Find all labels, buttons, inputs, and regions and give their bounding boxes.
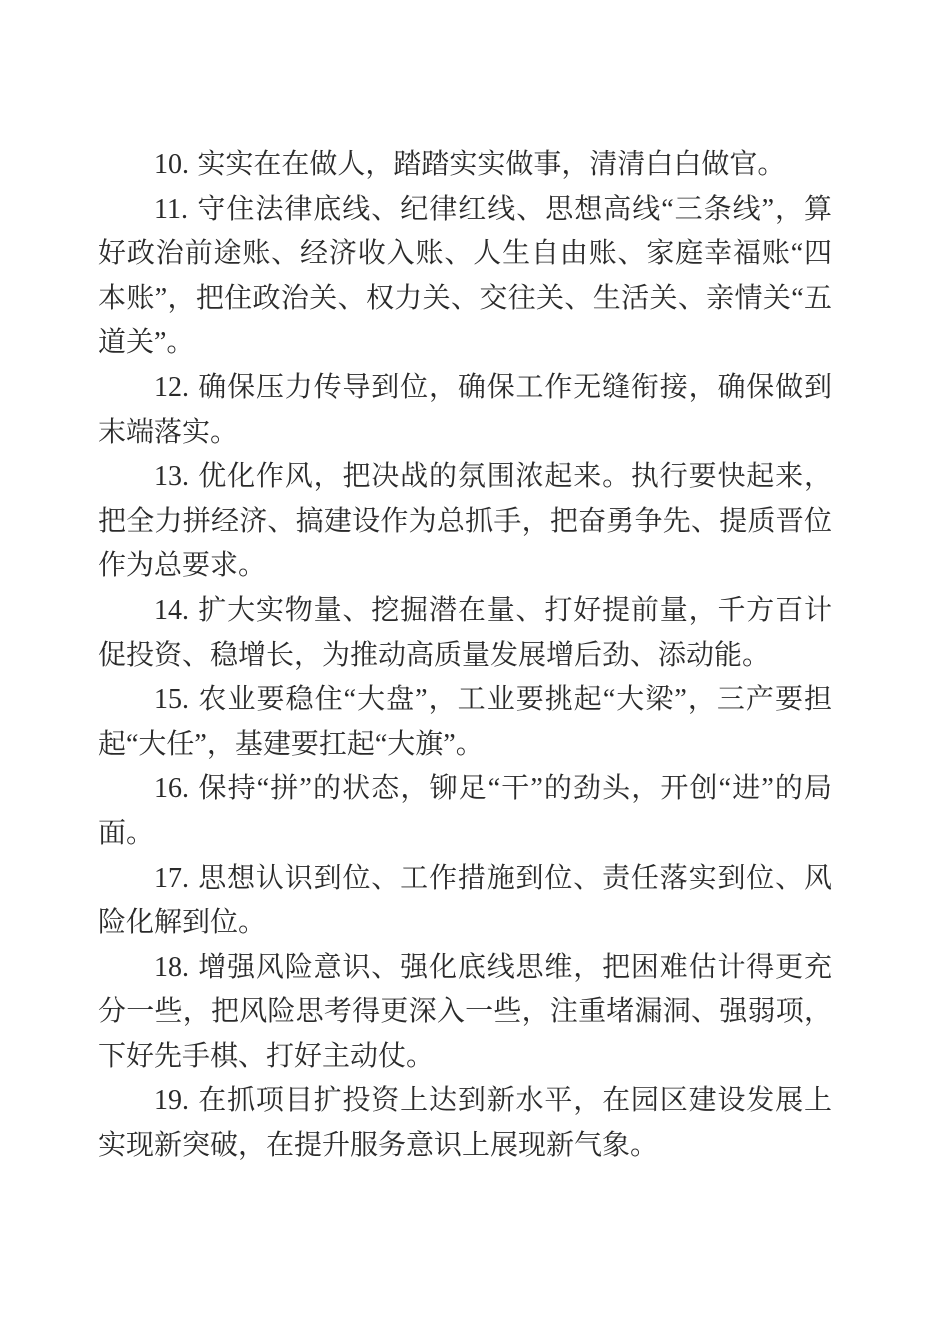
item-text: 实实在在做人，踏踏实实做事，清清白白做官。 bbox=[197, 149, 786, 180]
list-item-14 bbox=[98, 589, 832, 678]
item-text: 农业要稳住“大盘”，工业要挑起“大梁”，三产要担起“大任”，基建要扛起“大旗”。 bbox=[98, 684, 832, 760]
item-text: 思想认识到位、工作措施到位、责任落实到位、风险化解到位。 bbox=[98, 862, 832, 939]
list-item-16 bbox=[98, 767, 832, 856]
item-number: 14. bbox=[154, 594, 189, 626]
item-text: 扩大实物量、挖掘潜在量、打好提前量，千方百计促投资、稳增长，为推动高质量发展增后劲、添动能。 bbox=[98, 594, 832, 671]
item-number: 11. bbox=[154, 193, 188, 225]
list-item-15 bbox=[98, 678, 832, 767]
item-number: 12. bbox=[154, 371, 189, 403]
list-item-11 bbox=[98, 188, 832, 366]
list-item-17 bbox=[98, 857, 832, 946]
item-number: 17. bbox=[154, 862, 189, 894]
item-number: 13. bbox=[154, 461, 189, 493]
list-item-10 bbox=[98, 143, 832, 188]
list-item-12 bbox=[98, 366, 832, 455]
item-number: 18. bbox=[154, 951, 189, 983]
item-text: 优化作风，把决战的氛围浓起来。执行要快起来，把全力拼经济、搞建设作为总抓手，把奋勇争先、提质晋位作为总要求。 bbox=[98, 461, 832, 582]
item-text: 确保压力传导到位，确保工作无缝衔接，确保做到末端落实。 bbox=[98, 371, 832, 448]
item-number: 19. bbox=[154, 1085, 189, 1117]
item-text: 保持“拼”的状态，铆足“干”的劲头，开创“进”的局面。 bbox=[98, 773, 832, 849]
item-number: 10. bbox=[154, 149, 189, 180]
list-item-13 bbox=[98, 455, 832, 589]
item-text: 守住法律底线、纪律红线、思想高线“三条线”，算好政治前途账、经济收入账、人生自由账、家庭幸福账“四本账”，把住政治关、权力关、交往关、生活关、亲情关“五道关”。 bbox=[98, 193, 832, 359]
list-item-18 bbox=[98, 946, 832, 1080]
item-number: 15. bbox=[154, 684, 189, 716]
document-text-block bbox=[98, 143, 832, 1169]
list-item-19 bbox=[98, 1079, 832, 1168]
item-text: 增强风险意识、强化底线思维，把困难估计得更充分一些，把风险思考得更深入一些，注重堵漏洞、强弱项，下好先手棋、打好主动仗。 bbox=[98, 951, 832, 1072]
item-number: 16. bbox=[154, 773, 189, 805]
item-text: 在抓项目扩投资上达到新水平，在园区建设发展上实现新突破，在提升服务意识上展现新气象。 bbox=[98, 1085, 832, 1162]
